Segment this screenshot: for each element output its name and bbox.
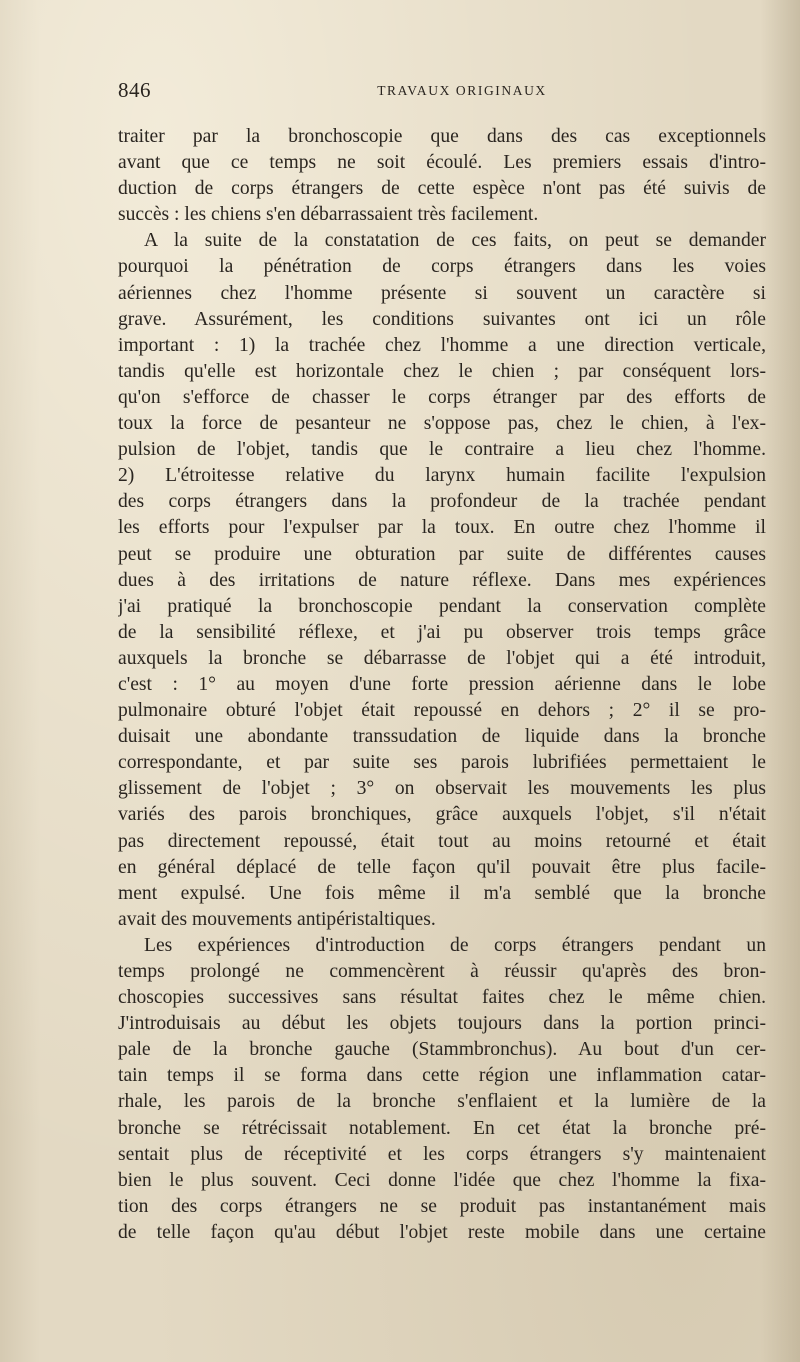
text-line: important : 1) la trachée chez l'homme a une direction verticale, [118, 334, 766, 356]
text-line: aériennes chez l'homme présente si souvent un caractère si [118, 282, 766, 304]
text-line: c'est : 1° au moyen d'une forte pression aérienne dans le lobe [118, 673, 766, 695]
text-line: toux la force de pesanteur ne s'oppose pas, chez le chien, à l'ex- [118, 413, 766, 435]
text-line: pale de la bronche gauche (Stammbronchus). Au bout d'un cer- [118, 1039, 766, 1061]
text-line: tain temps il se forma dans cette région une inflammation catar- [118, 1065, 766, 1087]
text-line: A la suite de la constatation de ces faits, on peut se demander [144, 230, 766, 252]
text-line: Les expériences d'introduction de corps étrangers pendant un [144, 934, 766, 956]
text-line: duction de corps étrangers de cette espèce n'ont pas été suivis de [118, 178, 766, 200]
text-line: avait des mouvements antipéristaltiques. [118, 908, 436, 930]
text-line: pulmonaire obturé l'objet était repoussé en dehors ; 2° il se pro- [118, 700, 766, 722]
text-line: traiter par la bronchoscopie que dans des cas exceptionnels [118, 126, 766, 147]
text-line: tion des corps étrangers ne se produit pas instantanément mais [118, 1195, 766, 1217]
text-line: duisait une abondante transsudation de liquide dans la bronche [118, 726, 766, 748]
text-line: j'ai pratiqué la bronchoscopie pendant la conservation complète [118, 595, 766, 617]
page-number: 846 [118, 78, 151, 102]
text-line: tandis qu'elle est horizontale chez le chien ; par conséquent lors- [118, 360, 766, 382]
text-line: 2) L'étroitesse relative du larynx humain facilite l'expulsion [118, 465, 766, 487]
section-title: TRAVAUX ORIGINAUX [377, 83, 547, 98]
text-line: glissement de l'objet ; 3° on observait les mouvements les plus [118, 778, 766, 800]
text-line: avant que ce temps ne soit écoulé. Les premiers essais d'intro- [118, 152, 766, 174]
text-line: ment expulsé. Une fois même il m'a semblé que la bronche [118, 882, 766, 904]
text-line: variés des parois bronchiques, grâce auxquels l'objet, s'il n'était [118, 804, 766, 826]
text-line: choscopies successives sans résultat faites chez le même chien. [118, 987, 766, 1009]
running-head [118, 78, 766, 108]
text-line: dues à des irritations de nature réflexe. Dans mes expériences [118, 569, 766, 591]
text-line: J'introduisais au début les objets toujours dans la portion princi- [118, 1013, 766, 1035]
text-line: des corps étrangers dans la profondeur de la trachée pendant [118, 491, 766, 513]
text-line: de telle façon qu'au début l'objet reste mobile dans une certaine [118, 1221, 766, 1243]
text-line: correspondante, et par suite ses parois lubrifiées permettaient le [118, 752, 766, 774]
text-line: pourquoi la pénétration de corps étrangers dans les voies [118, 256, 766, 278]
text-line: de la sensibilité réflexe, et j'ai pu observer trois temps grâce [118, 621, 766, 643]
text-line: succès : les chiens s'en débarrassaient très facilement. [118, 204, 539, 226]
text-line: pas directement repoussé, était tout au moins retourné et était [118, 830, 766, 852]
text-line: en général déplacé de telle façon qu'il pouvait être plus facile- [118, 856, 766, 878]
text-line: bronche se rétrécissait notablement. En cet état la bronche pré- [118, 1117, 766, 1139]
text-line: qu'on s'efforce de chasser le corps étranger par des efforts de [118, 386, 766, 408]
body-text [118, 124, 766, 1246]
text-line: pulsion de l'objet, tandis que le contraire a lieu chez l'homme. [118, 439, 766, 461]
text-line: rhale, les parois de la bronche s'enflaient et la lumière de la [118, 1091, 766, 1113]
text-line: sentait plus de réceptivité et les corps étrangers s'y maintenaient [118, 1143, 766, 1165]
text-line: auxquels la bronche se débarrasse de l'objet qui a été introduit, [118, 647, 766, 669]
text-line: temps prolongé ne commencèrent à réussir qu'après des bron- [118, 961, 766, 982]
text-line: grave. Assurément, les conditions suivantes ont ici un rôle [118, 308, 766, 330]
text-line: peut se produire une obturation par suite de différentes causes [118, 543, 766, 565]
text-line: bien le plus souvent. Ceci donne l'idée que chez l'homme la fixa- [118, 1169, 766, 1191]
text-line: les efforts pour l'expulser par la toux. En outre chez l'homme il [118, 517, 766, 539]
